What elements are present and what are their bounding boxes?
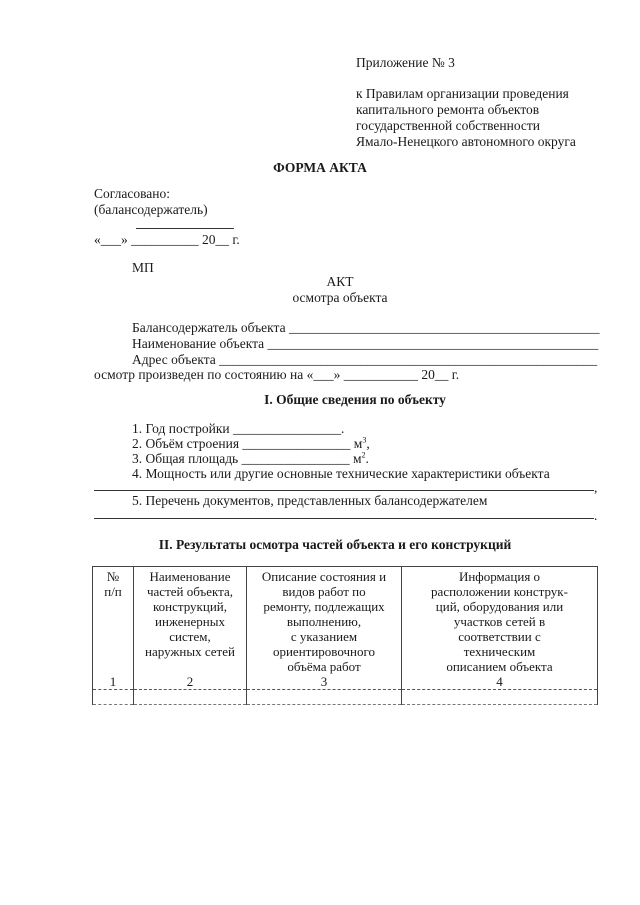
field-address: Адрес объекта ________________________________________________________ xyxy=(132,352,598,367)
field-inspected: осмотр произведен по состоянию на «___» ___________ 20__ г. xyxy=(94,367,460,382)
table-cell xyxy=(93,690,134,705)
column-number: 3 xyxy=(247,674,402,690)
section1-item5: 5. Перечень документов, представленных балансодержателем xyxy=(132,493,488,508)
section1-title: I. Общие сведения по объекту xyxy=(264,392,446,407)
approval-sublabel: (балансодержатель) xyxy=(94,202,208,217)
results-table-wrapper xyxy=(92,566,598,705)
act-title: АКТ xyxy=(326,274,354,289)
header-cell-number: № п/п xyxy=(93,567,134,675)
appendix-line: государственной собственности xyxy=(356,118,541,133)
approval-label: Согласовано: xyxy=(94,186,170,201)
table-cell xyxy=(402,690,598,705)
header-cell-description: Описание состояния и видов работ по ремонту, подлежащих выполнению, с указанием ориентировочного объёма работ xyxy=(247,567,402,675)
section1-item2: 2. Объём строения ________________ $м^3$, xyxy=(132,435,370,451)
form-title: ФОРМА АКТА xyxy=(273,160,367,175)
item5-end-mark: . xyxy=(594,508,598,523)
section1-item1: 1. Год постройки ________________. xyxy=(132,421,345,436)
column-number-row xyxy=(93,674,598,690)
results-table xyxy=(92,566,598,705)
table-cell xyxy=(247,690,402,705)
appendix-line: Ямало-Ненецкого автономного округа xyxy=(356,134,576,149)
appendix-number: Приложение № 3 xyxy=(356,55,455,70)
field-holder: Балансодержатель объекта ______________________________________________ xyxy=(132,320,600,335)
column-number: 4 xyxy=(402,674,598,690)
appendix-line: к Правилам организации проведения xyxy=(356,86,569,101)
section1-item4: 4. Мощность или другие основные технические характеристики объекта xyxy=(132,466,550,481)
signature-line xyxy=(136,228,234,229)
field-name: Наименование объекта _________________________________________________ xyxy=(132,336,599,351)
column-number: 1 xyxy=(93,674,134,690)
table-row xyxy=(93,690,598,705)
appendix-line: капитального ремонта объектов xyxy=(356,102,540,117)
act-subtitle: осмотра объекта xyxy=(292,290,388,305)
header-cell-location: Информация о расположении конструк- ций, оборудования или участков сетей в соответствии с техническим описанием объекта xyxy=(402,567,598,675)
header-cell-parts: Наименование частей объекта, конструкций, инженерных систем, наружных сетей xyxy=(134,567,247,675)
seal-mark: МП xyxy=(132,260,154,275)
item4-end-mark: , xyxy=(594,480,598,495)
section2-title: II. Результаты осмотра частей объекта и его конструкций xyxy=(158,537,512,552)
column-number: 2 xyxy=(134,674,247,690)
fill-line xyxy=(94,490,594,491)
table-header-row xyxy=(93,567,598,675)
section1-item3: 3. Общая площадь ________________ $м^2$. xyxy=(132,450,369,466)
table-cell xyxy=(134,690,247,705)
fill-line xyxy=(94,518,594,519)
approval-date-line: «___» __________ 20__ г. xyxy=(94,232,240,247)
